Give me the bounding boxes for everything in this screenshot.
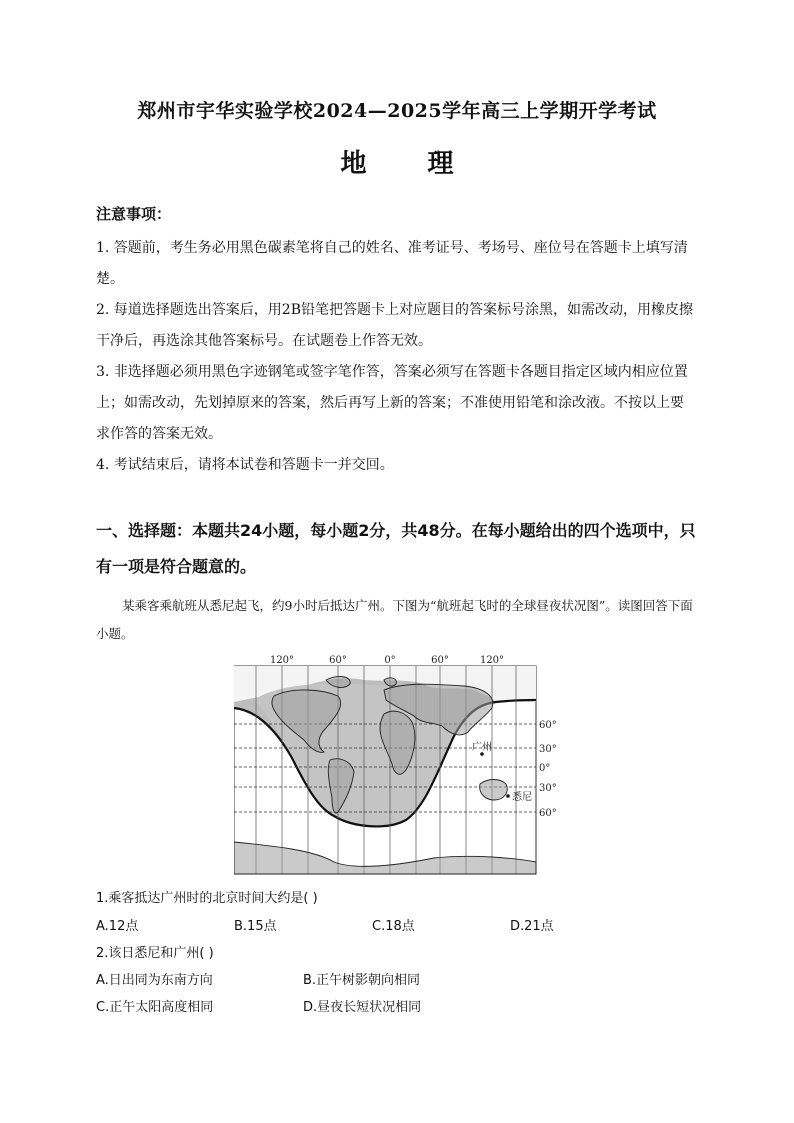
city-label-guangzhou: 广州 <box>472 742 492 753</box>
question-2-option-c[interactable]: C.正午太阳高度相同 <box>96 1000 214 1015</box>
lat-label: 60° <box>539 808 557 819</box>
section-heading: 一、选择题：本题共24小题，每小题2分，共48分。在每小题给出的四个选项中，只有一项是符合题意的。 <box>96 521 696 576</box>
lon-label: 60° <box>329 655 347 666</box>
question-intro: 某乘客乘航班从悉尼起飞，约9小时后抵达广州。下图为“航班起飞时的全球昼夜状况图”。读图回答下面小题。 <box>96 598 693 641</box>
question-1-option-a[interactable]: A.12点 <box>96 919 139 934</box>
question-2-stem: 2.该日悉尼和广州( ) <box>96 946 214 961</box>
lat-label: 30° <box>539 744 557 755</box>
lon-label: 0° <box>384 655 396 666</box>
lat-label: 30° <box>539 783 557 794</box>
lat-label: 0° <box>539 763 551 774</box>
question-2-option-d[interactable]: D.昼夜长短状况相同 <box>303 1000 422 1015</box>
question-1-option-b[interactable]: B.15点 <box>234 919 277 934</box>
subject-title: 地 理 <box>340 149 480 179</box>
question-2-option-b[interactable]: B.正午树影朝向相同 <box>303 973 421 988</box>
sydney-marker <box>506 794 510 798</box>
day-night-world-map <box>234 652 574 878</box>
lat-label: 60° <box>539 720 557 731</box>
question-1-stem: 1.乘客抵达广州时的北京时间大约是( ) <box>96 891 318 906</box>
notice-item: 4. 考试结束后，请将本试卷和答题卡一并交回。 <box>96 457 394 473</box>
question-1-option-c[interactable]: C.18点 <box>372 919 415 934</box>
notice-item: 1. 答题前，考生务必用黑色碳素笔将自己的姓名、准考证号、考场号、座位号在答题卡上填写清楚。 <box>96 240 688 287</box>
lon-label: 120° <box>479 655 505 666</box>
lon-label: 120° <box>269 655 295 666</box>
notice-item: 3. 非选择题必须用黑色字迹钢笔或签字笔作答，答案必须写在答题卡各题目指定区域内相应位置上；如需改动，先划掉原来的答案，然后再写上新的答案；不准使用铅笔和涂改液。不按以上要求作答的答案无效。 <box>96 364 688 442</box>
notice-item: 2. 每道选择题选出答案后，用2B铅笔把答题卡上对应题目的答案标号涂黑，如需改动，用橡皮擦干净后，再选涂其他答案标号。在试题卷上作答无效。 <box>96 302 694 349</box>
question-1-option-d[interactable]: D.21点 <box>510 919 554 934</box>
question-2-option-a[interactable]: A.日出同为东南方向 <box>96 973 213 988</box>
lon-label: 60° <box>431 655 449 666</box>
notice-heading: 注意事项： <box>96 205 172 223</box>
exam-title: 郑州市宇华实验学校2024—2025学年高三上学期开学考试 <box>137 100 657 122</box>
city-label-sydney: 悉尼 <box>512 792 532 803</box>
